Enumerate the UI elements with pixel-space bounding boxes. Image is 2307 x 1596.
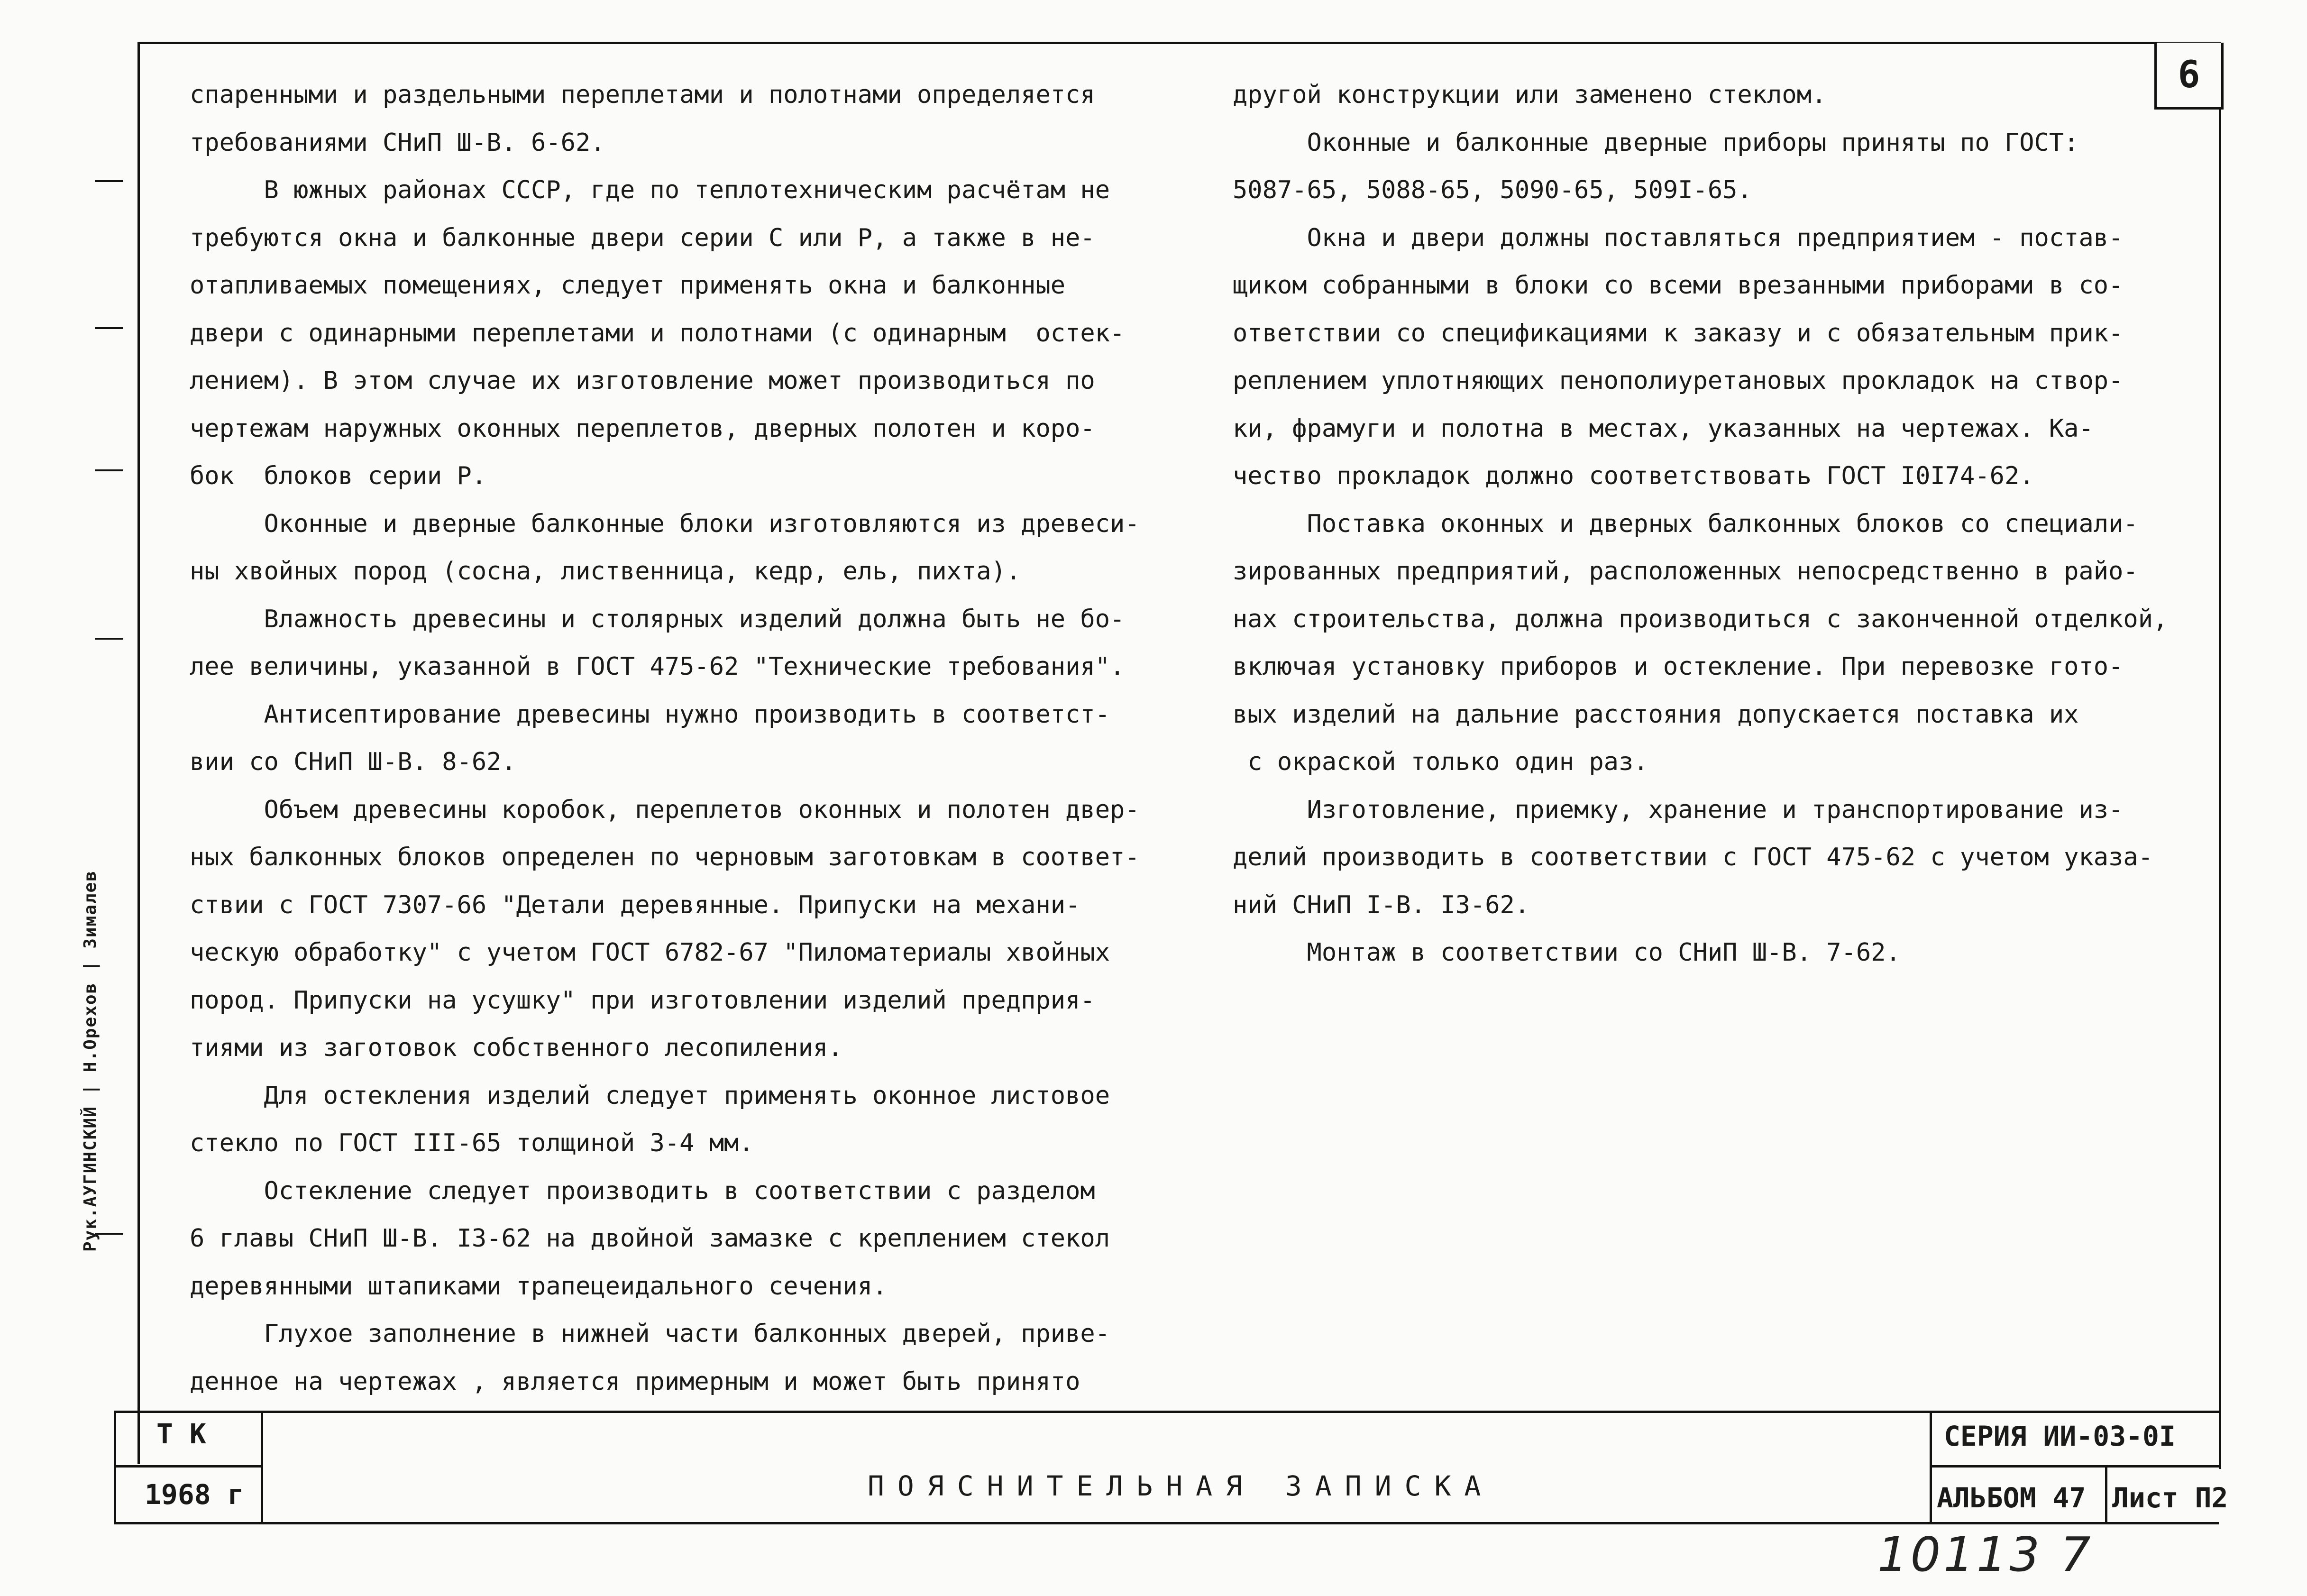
text-line: Поставка оконных и дверных балконных блоков со специали- [1233,509,2138,538]
title-block-mid-right [1930,1465,2219,1468]
text-line: делий производить в соответствии с ГОСТ 475-62 с учетом указа- [1233,843,2153,871]
text-line: ны хвойных пород (сосна, лиственница, кедр, ель, пихта). [190,557,1021,586]
text-line: В южных районах СССР, где по теплотехническим расчётам не [190,176,1110,204]
text-line: отапливаемых помещениях, следует применять окна и балконные [190,271,1066,300]
text-line: Оконные и дверные балконные блоки изготовляются из древеси- [190,509,1140,538]
handwritten-number: 10113 7 [1877,1527,2094,1582]
text-line: тиями из заготовок собственного лесопиления. [190,1034,843,1062]
sheet-label: Лист П2 [2112,1482,2228,1514]
text-line: спаренными и раздельными переплетами и полотнами определяется [190,81,1095,109]
page-number: 6 [2154,43,2224,110]
title-block-div [114,1411,116,1524]
title-block-div [261,1411,263,1524]
text-line: стекло по ГОСТ III-65 толщиной 3-4 мм. [190,1129,754,1157]
text-line: ческую обработку" с учетом ГОСТ 6782-67 "Пиломатериалы хвойных [190,938,1110,967]
text-line: с окраской только один раз. [1233,748,1648,776]
text-line: щиком собранными в блоки со всеми врезанными приборами в со- [1233,271,2124,300]
org-label: Т К [156,1418,206,1450]
title-block-div [2105,1465,2107,1524]
text-line: деревянными штапиками трапецеидального сечения. [190,1272,888,1301]
title-block-mid [114,1465,261,1468]
text-line: денное на чертежах , является примерным и может быть принято [190,1367,1080,1396]
text-line: Для остекления изделий следует применять оконное листовое [190,1081,1110,1110]
frame-tick [95,327,123,329]
text-line: чество прокладок должно соответствовать ГОСТ I0I74-62. [1233,462,2034,490]
text-line: Оконные и балконные дверные приборы приняты по ГОСТ: [1233,128,2079,157]
title-block-top [114,1411,2219,1413]
text-line: 6 главы СНиП Ш-В. I3-62 на двойной замазке с креплением стекол [190,1224,1110,1253]
text-line: пород. Припуски на усушку" при изготовлении изделий предприя- [190,986,1095,1015]
text-line: требуются окна и балконные двери серии С или Р, а также в не- [190,223,1095,252]
text-line: 5087-65, 5088-65, 5090-65, 509I-65. [1233,176,1752,204]
text-line: вых изделий на дальние расстояния допускается поставка их [1233,700,2079,729]
text-line: лее величины, указанной в ГОСТ 475-62 "Технические требования". [190,652,1125,681]
text-column-left [190,71,1176,1405]
album-label: АЛЬБОМ 47 [1937,1482,2086,1514]
series-label: СЕРИЯ ИИ-03-0I [1944,1420,2176,1452]
text-line: ствии с ГОСТ 7307-66 "Детали деревянные. Припуски на механи- [190,890,1080,919]
year-label: 1968 г [145,1478,244,1511]
text-line: Изготовление, приемку, хранение и транспортирование из- [1233,795,2124,824]
text-line: Остекление следует производить в соответствии с разделом [190,1176,1095,1205]
text-line: ки, фрамуги и полотна в местах, указанных на чертежах. Ка- [1233,414,2094,443]
text-line: требованиями СНиП Ш-В. 6-62. [190,128,605,157]
text-column-right [1233,71,2168,977]
frame-top [137,42,2219,44]
text-line: нах строительства, должна производиться с законченной отделкой, [1233,605,2168,633]
text-line: Монтаж в соответствии со СНиП Ш-В. 7-62. [1233,938,1901,967]
document-title: ПОЯСНИТЕЛЬНАЯ ЗАПИСКА [868,1470,1494,1502]
text-line: Окна и двери должны поставляться предприятием - постав- [1233,223,2124,252]
title-block-div [1930,1411,1932,1524]
text-line: ний СНиП I-В. I3-62. [1233,890,1530,919]
text-line: другой конструкции или заменено стеклом. [1233,81,1827,109]
text-line: чертежам наружных оконных переплетов, дверных полотен и коро- [190,414,1095,443]
text-line: реплением уплотняющих пенополиуретановых прокладок на створ- [1233,367,2124,395]
signature-stamp: Рук.АУГИНСКИЙ | Н.Орехов | Зималев [81,870,100,1252]
frame-left [137,42,140,1464]
frame-right [2219,42,2221,1469]
frame-tick [95,180,123,182]
frame-tick [95,638,123,640]
text-line: Влажность древесины и столярных изделий должна быть не бо- [190,605,1125,633]
text-line: ответствии со спецификациями к заказу и с обязательным прик- [1233,319,2124,348]
text-line: вии со СНиП Ш-В. 8-62. [190,748,516,776]
text-line: Антисептирование древесины нужно производить в соответст- [190,700,1110,729]
title-block-bottom [114,1522,2219,1524]
text-line: Объем древесины коробок, переплетов оконных и полотен двер- [190,795,1140,824]
text-line: двери с одинарными переплетами и полотнами (с одинарным остек- [190,319,1125,348]
text-line: Глухое заполнение в нижней части балконных дверей, приве- [190,1320,1110,1348]
text-line: включая установку приборов и остекление. При перевозке гото- [1233,652,2124,681]
text-line: ных балконных блоков определен по черновым заготовкам в соответ- [190,843,1140,871]
frame-tick [95,469,123,471]
text-line: лением). В этом случае их изготовление может производиться по [190,367,1095,395]
text-line: бок блоков серии Р. [190,462,487,490]
text-line: зированных предприятий, расположенных непосредственно в райо- [1233,557,2138,586]
